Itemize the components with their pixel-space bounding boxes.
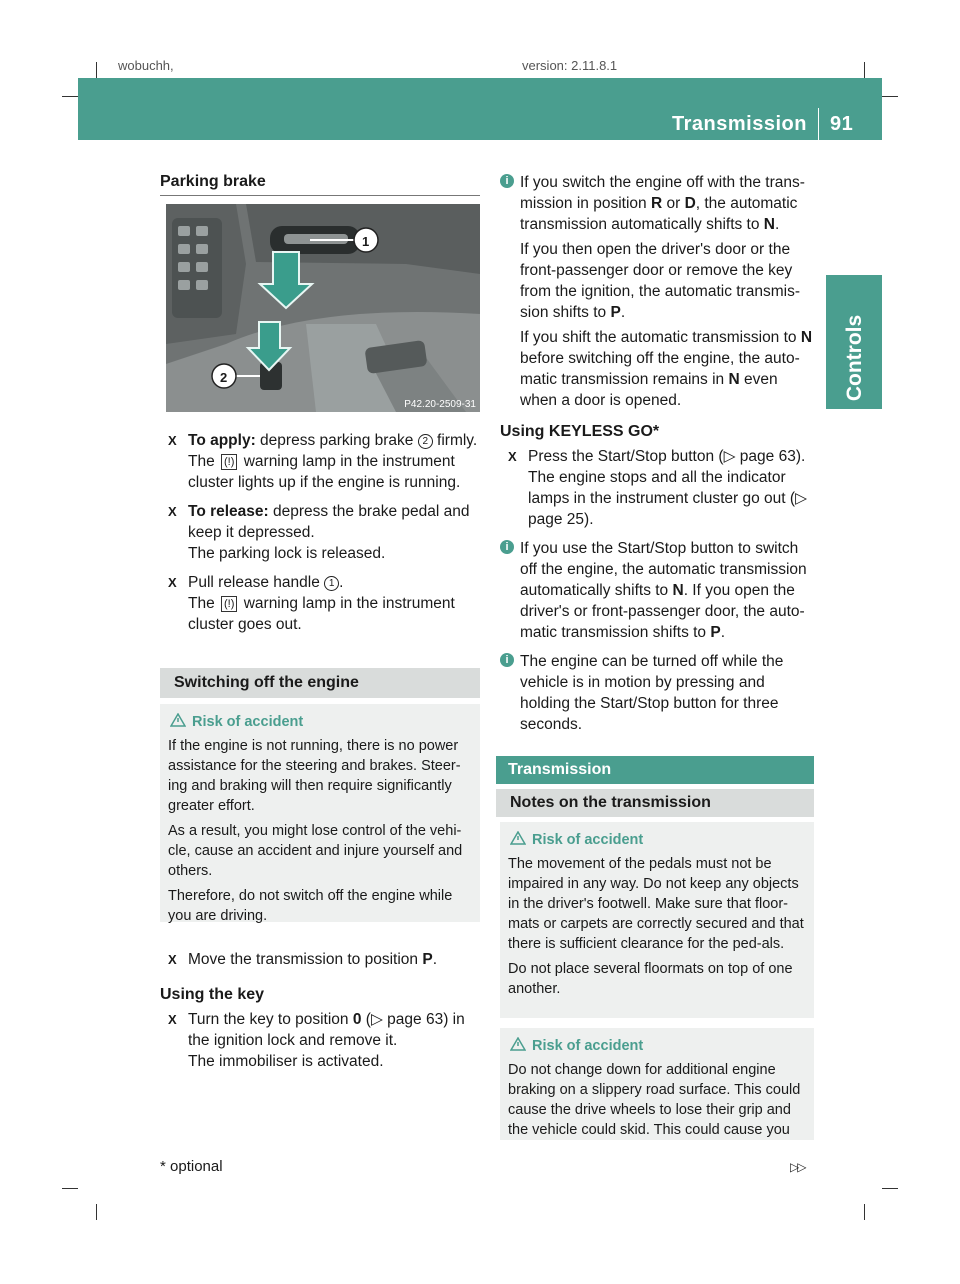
brake-warning-icon: (!) <box>221 454 237 470</box>
parking-brake-heading: Parking brake <box>160 173 266 190</box>
info-note-3: i The engine can be turned off while the vehicle is in motion by pressing and holding the Start/Stop button for three seconds. <box>500 651 816 735</box>
continue-marker: ▷▷ <box>790 1160 805 1174</box>
footwell-illustration <box>166 204 480 412</box>
move-step: X Move the transmission to position P. <box>168 951 437 968</box>
release-step: X To release: depress the brake pedal and keep it depressed. The parking lock is released. <box>168 503 470 562</box>
header-divider <box>818 108 819 140</box>
keyless-step: X Press the Start/Stop button (▷ page 63). The engine stops and all the indicator lamps in the instrument cluster go out (▷ page 25). <box>508 448 807 528</box>
right-top <box>500 172 816 735</box>
info-icon: i <box>500 174 514 188</box>
optional-footnote: * optional <box>160 1158 223 1175</box>
callout-1: 1 <box>362 234 370 249</box>
step-arrow-icon: X <box>168 952 177 967</box>
heading-rule <box>160 195 480 196</box>
key-step: X Turn the key to position 0 (▷ page 63) in the ignition lock and remove it. The immobiliser is activated. <box>168 1011 465 1070</box>
transmission-heading: Transmission <box>496 756 814 784</box>
meta-left: wobuchh, <box>118 58 174 73</box>
side-tab-label: Controls <box>843 314 866 402</box>
step-arrow-icon: X <box>168 433 177 448</box>
apply-step: X To apply: depress parking brake 2 firmly. The (!) warning lamp in the instrument cluster lights up if the engine is running. <box>166 430 486 493</box>
warning-triangle-icon <box>510 1037 526 1051</box>
crop-mark <box>62 1188 78 1189</box>
crop-mark <box>864 62 865 78</box>
warning-box-1: Risk of accident If the engine is not running, there is no power assistance for the steering and brakes. Steer-ing and braking will then require significantly greater effort. As a result, you might lose control of the vehi-cle, cause an accident and injure yourself and others. Therefore, do not switch off the engine while you are driving. <box>160 704 480 922</box>
pull-step: X Pull release handle 1 . The (!) warning lamp in the instrument cluster goes out. <box>168 574 455 633</box>
notes-heading: Notes on the transmission <box>496 789 814 817</box>
left-lower <box>160 949 486 1072</box>
page-number: 91 <box>830 113 854 135</box>
step-arrow-icon: X <box>168 504 177 519</box>
step-arrow-icon: X <box>508 449 517 464</box>
callout-2: 2 <box>220 370 228 385</box>
crop-mark <box>882 96 898 97</box>
info-icon: i <box>500 540 514 554</box>
crop-mark <box>864 1204 865 1220</box>
info-icon: i <box>500 653 514 667</box>
crop-mark <box>96 1204 97 1220</box>
left-steps <box>166 430 486 635</box>
warning-triangle-icon <box>170 713 186 727</box>
crop-mark <box>96 62 97 78</box>
parking-brake-figure <box>166 204 480 412</box>
warning-box-3: Risk of accident Do not change down for additional engine braking on a slippery road surface. This could cause the drive wheels to lose their grip and the vehicle could skid. This could cause you <box>500 1028 814 1140</box>
step-arrow-icon: X <box>168 1012 177 1027</box>
apply-step-detail: The (!) warning lamp in the instrument cluster lights up if the engine is running. <box>188 453 461 491</box>
using-key-heading: Using the key <box>160 986 265 1003</box>
info-note-1: i If you switch the engine off with the trans-mission in position R or D, the automatic transmission automatically shifts to N. If you then open the driver's door or the front-passenger door or remove the key from the ignition, the automatic transmis-sion shifts to P. If you shift the automatic transmission to N before switching off the engine, the auto-matic transmission remains in N even when a door is opened. <box>500 172 816 411</box>
crop-mark <box>882 1188 898 1189</box>
keyless-go-heading: Using KEYLESS GO* <box>500 423 660 440</box>
warning-triangle-icon <box>510 831 526 845</box>
section-title: Transmission <box>672 113 807 135</box>
figure-code: P42.20-2509-31 <box>404 399 476 410</box>
crop-mark <box>62 96 78 97</box>
meta-right: version: 2.11.8.1 <box>522 58 618 73</box>
step-arrow-icon: X <box>168 575 177 590</box>
info-note-2: i If you use the Start/Stop button to switch off the engine, the automatic transmission automatically shifts to N. If you open the driver's or front-passenger door, the auto-matic transmission shifts to P. <box>500 538 816 643</box>
warning-box-2: Risk of accident The movement of the pedals must not be impaired in any way. Do not keep any objects in the driver's footwell. Make sure that floor-mats or carpets are correctly secured and that there is sufficient clearance for the ped-als. Do not place several floormats on top of one another. <box>500 822 814 1018</box>
switching-off-heading: Switching off the engine <box>160 668 480 698</box>
brake-warning-icon: (!) <box>221 596 237 612</box>
